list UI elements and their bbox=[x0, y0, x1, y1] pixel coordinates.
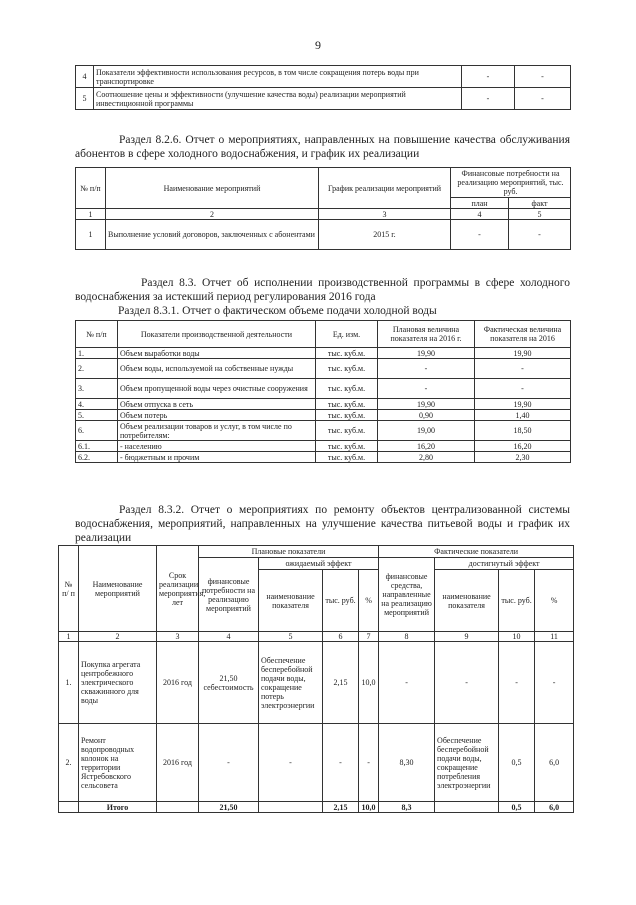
table-row bbox=[76, 399, 571, 410]
index-cell: 5 bbox=[259, 632, 323, 642]
row-effect-fact: - bbox=[435, 642, 499, 724]
row-term: 2016 год bbox=[157, 724, 199, 802]
total-empty bbox=[157, 802, 199, 813]
row-number: 5. bbox=[76, 410, 118, 421]
row-unit: тыс. куб.м. bbox=[316, 399, 378, 410]
row-unit: тыс. куб.м. bbox=[316, 452, 378, 463]
table-row bbox=[76, 66, 571, 88]
row-number: 6.2. bbox=[76, 452, 118, 463]
row-rub-fact: - bbox=[499, 642, 535, 724]
total-fin: 21,50 bbox=[199, 802, 259, 813]
row-name: Объем реализации товаров и услуг, в том числе по потребителям: bbox=[118, 421, 316, 441]
row-fact: - bbox=[509, 220, 571, 250]
row-fact: 19,90 bbox=[475, 348, 571, 359]
row-plan: 19,90 bbox=[378, 399, 475, 410]
index-cell: 10 bbox=[499, 632, 535, 642]
row-pct: 10,0 bbox=[359, 642, 379, 724]
row-unit: тыс. куб.м. bbox=[316, 421, 378, 441]
row-schedule: 2015 г. bbox=[319, 220, 451, 250]
row-rub-fact: 0,5 bbox=[499, 724, 535, 802]
row-plan: - bbox=[451, 220, 509, 250]
row-fin-plan: 21,50 себестоимость bbox=[199, 642, 259, 724]
row-term: 2016 год bbox=[157, 642, 199, 724]
row-number: 1. bbox=[76, 348, 118, 359]
section-831-heading: Раздел 8.3.1. Отчет о фактическом объеме подачи холодной воды bbox=[118, 305, 437, 317]
row-plan: 19,90 bbox=[378, 348, 475, 359]
index-cell: 2 bbox=[106, 209, 319, 220]
table-row bbox=[76, 421, 571, 441]
table-row bbox=[59, 642, 574, 724]
row-value: - bbox=[515, 88, 571, 110]
header-term: Срок реализации мероприятия, лет bbox=[157, 546, 199, 632]
row-number: 1. bbox=[59, 642, 79, 724]
table-row bbox=[76, 359, 571, 379]
section-826-table bbox=[75, 167, 571, 250]
header-fact: Фактическая величина показателя на 2016 bbox=[475, 321, 571, 348]
row-effect: Обеспечение бесперебойной подачи воды, сокращение потерь электроэнергии bbox=[259, 642, 323, 724]
table-row bbox=[59, 724, 574, 802]
row-name: Ремонт водопроводных колонок на территории Ястребовского сельсовета bbox=[79, 724, 157, 802]
row-value: - bbox=[462, 66, 515, 88]
index-cell: 7 bbox=[359, 632, 379, 642]
table-row bbox=[76, 88, 571, 110]
header-num: № п/п bbox=[76, 321, 118, 348]
section-831-table bbox=[75, 320, 571, 463]
header-plan: Плановая величина показателя на 2016 г. bbox=[378, 321, 475, 348]
section-832-table bbox=[58, 545, 574, 813]
index-cell: 4 bbox=[451, 209, 509, 220]
row-pct-fact: - bbox=[535, 642, 574, 724]
header-planned: Плановые показатели bbox=[199, 546, 379, 558]
header-achieved: достигнутый эффект bbox=[435, 558, 574, 570]
header-schedule: График реализации мероприятий bbox=[319, 168, 451, 209]
header-unit: Ед. изм. bbox=[316, 321, 378, 348]
row-number: 2. bbox=[59, 724, 79, 802]
row-plan: 0,90 bbox=[378, 410, 475, 421]
header-num: № п/ п bbox=[59, 546, 79, 632]
index-cell: 1 bbox=[59, 632, 79, 642]
row-text: Показатели эффективности использования ресурсов, в том числе сокращения потерь воды при транспортировке bbox=[94, 66, 462, 88]
total-rub-fact: 0,5 bbox=[499, 802, 535, 813]
row-number: 3. bbox=[76, 379, 118, 399]
row-pct-fact: 6,0 bbox=[535, 724, 574, 802]
row-plan: 16,20 bbox=[378, 441, 475, 452]
total-empty bbox=[59, 802, 79, 813]
header-plan: план bbox=[451, 198, 509, 209]
row-number: 4 bbox=[76, 66, 94, 88]
index-cell: 4 bbox=[199, 632, 259, 642]
row-name: - бюджетным и прочим bbox=[118, 452, 316, 463]
header-name: Наименование мероприятий bbox=[79, 546, 157, 632]
index-cell: 6 bbox=[323, 632, 359, 642]
continuation-table bbox=[75, 65, 571, 110]
table-row bbox=[76, 410, 571, 421]
total-row bbox=[59, 802, 574, 813]
section-832-heading: Раздел 8.3.2. Отчет о мероприятиях по ремонту объектов централизованной системы водоснабжения, мероприятий, направленных на улучшение качества питьевой воды и график их реализации bbox=[75, 504, 570, 544]
row-name: Объем отпуска в сеть bbox=[118, 399, 316, 410]
table-row bbox=[76, 348, 571, 359]
row-plan: - bbox=[378, 359, 475, 379]
row-name: Объем потерь bbox=[118, 410, 316, 421]
index-cell: 3 bbox=[319, 209, 451, 220]
total-pct-fact: 6,0 bbox=[535, 802, 574, 813]
header-thous: тыс. руб. bbox=[323, 570, 359, 632]
index-cell: 2 bbox=[79, 632, 157, 642]
row-unit: тыс. куб.м. bbox=[316, 348, 378, 359]
row-name: Объем выработки воды bbox=[118, 348, 316, 359]
total-pct: 10,0 bbox=[359, 802, 379, 813]
row-name: Объем пропущенной воды через очистные сооружения bbox=[118, 379, 316, 399]
header-thous: тыс. руб. bbox=[499, 570, 535, 632]
row-fact: 19,90 bbox=[475, 399, 571, 410]
total-fin-fact: 8,3 bbox=[379, 802, 435, 813]
row-plan: - bbox=[378, 379, 475, 399]
row-fact: 18,50 bbox=[475, 421, 571, 441]
row-name: Выполнение условий договоров, заключенных с абонентами bbox=[106, 220, 319, 250]
row-fact: - bbox=[475, 359, 571, 379]
row-number: 1 bbox=[76, 220, 106, 250]
index-cell: 11 bbox=[535, 632, 574, 642]
row-fact: 1,40 bbox=[475, 410, 571, 421]
row-name: - населению bbox=[118, 441, 316, 452]
row-pct: - bbox=[359, 724, 379, 802]
section-83-heading: Раздел 8.3. Отчет об исполнении производственной программы в сфере холодного водоснабжения за истекший период регулирования 2016 года bbox=[75, 277, 570, 303]
header-pct: % bbox=[535, 570, 574, 632]
header-name: Показатели производственной деятельности bbox=[118, 321, 316, 348]
row-name: Покупка агрегата центробежного электрического скважинного для воды bbox=[79, 642, 157, 724]
index-cell: 3 bbox=[157, 632, 199, 642]
row-unit: тыс. куб.м. bbox=[316, 379, 378, 399]
row-fact: - bbox=[475, 379, 571, 399]
page-number: 9 bbox=[315, 38, 321, 52]
table-row bbox=[76, 220, 571, 250]
total-rub: 2,15 bbox=[323, 802, 359, 813]
header-financial: Финансовые потребности на реализацию мероприятий, тыс. руб. bbox=[451, 168, 571, 198]
row-effect: - bbox=[259, 724, 323, 802]
section-826-heading: Раздел 8.2.6. Отчет о мероприятиях, направленных на повышение качества обслуживания абонентов в сфере холодного водоснабжения, и график их реализации bbox=[75, 134, 570, 160]
row-fin-fact: 8,30 bbox=[379, 724, 435, 802]
row-rub: - bbox=[323, 724, 359, 802]
row-rub: 2,15 bbox=[323, 642, 359, 724]
section-831-body bbox=[76, 348, 571, 463]
row-number: 6.1. bbox=[76, 441, 118, 452]
table-row bbox=[76, 379, 571, 399]
row-number: 5 bbox=[76, 88, 94, 110]
row-fin-plan: - bbox=[199, 724, 259, 802]
header-num: № п/п bbox=[76, 168, 106, 209]
table-row bbox=[76, 452, 571, 463]
row-number: 4. bbox=[76, 399, 118, 410]
total-label: Итого bbox=[79, 802, 157, 813]
header-expected: ожидаемый эффект bbox=[259, 558, 379, 570]
row-fact: 16,20 bbox=[475, 441, 571, 452]
row-value: - bbox=[462, 88, 515, 110]
total-empty bbox=[259, 802, 323, 813]
table-row bbox=[76, 441, 571, 452]
row-name: Объем воды, используемой на собственные нужды bbox=[118, 359, 316, 379]
total-empty bbox=[435, 802, 499, 813]
row-plan: 19,00 bbox=[378, 421, 475, 441]
index-cell: 9 bbox=[435, 632, 499, 642]
header-pct: % bbox=[359, 570, 379, 632]
row-value: - bbox=[515, 66, 571, 88]
row-fin-fact: - bbox=[379, 642, 435, 724]
header-name: Наименование мероприятий bbox=[106, 168, 319, 209]
index-cell: 8 bbox=[379, 632, 435, 642]
header-fin-plan: финансовые потребности на реализацию мероприятий bbox=[199, 558, 259, 632]
index-cell: 5 bbox=[509, 209, 571, 220]
header-actual: Фактические показатели bbox=[379, 546, 574, 558]
row-effect-fact: Обеспечение бесперебойной подачи воды, сокращение потребления электроэнергии bbox=[435, 724, 499, 802]
row-plan: 2,80 bbox=[378, 452, 475, 463]
row-number: 2. bbox=[76, 359, 118, 379]
row-unit: тыс. куб.м. bbox=[316, 359, 378, 379]
header-indicator: наименование показателя bbox=[435, 570, 499, 632]
row-number: 6. bbox=[76, 421, 118, 441]
index-cell: 1 bbox=[76, 209, 106, 220]
header-fact: факт bbox=[509, 198, 571, 209]
header-fin-fact: финансовые средства, направленные на реализацию мероприятий bbox=[379, 558, 435, 632]
row-fact: 2,30 bbox=[475, 452, 571, 463]
row-unit: тыс. куб.м. bbox=[316, 410, 378, 421]
header-indicator: наименование показателя bbox=[259, 570, 323, 632]
row-text: Соотношение цены и эффективности (улучшение качества воды) реализации мероприятий инвестиционной программы bbox=[94, 88, 462, 110]
row-unit: тыс. куб.м. bbox=[316, 441, 378, 452]
